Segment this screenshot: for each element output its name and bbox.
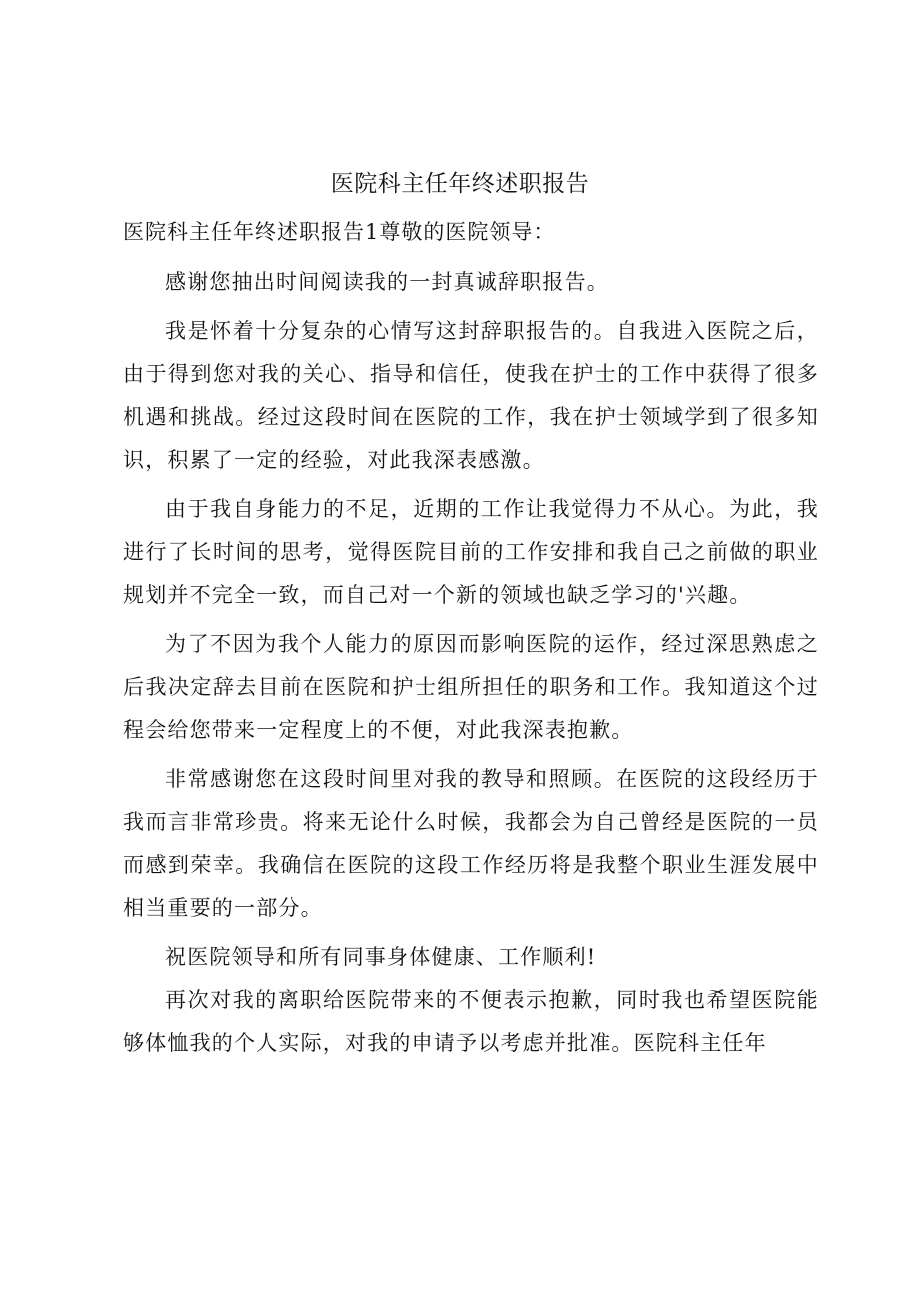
paragraph-wishes: 祝医院领导和所有同事身体健康、工作顺利! [165, 945, 597, 969]
paragraph-reasons: 由于我自身能力的不足，近期的工作让我觉得力不从心。为此，我进行了长时间的思考，觉得医院目前的工作安排和我自己之前做的职业规划并不完全一致，而自己对一个新的领域也缺乏学习的'兴趣。 [123, 497, 819, 607]
document-body [123, 215, 819, 1065]
paragraph-thanks: 感谢您抽出时间阅读我的一封真诚辞职报告。 [165, 270, 609, 294]
report-heading-line: 医院科主任年终述职报告1尊敬的医院领导： [123, 220, 556, 244]
document-title: 医院科主任年终述职报告 [330, 171, 590, 197]
paragraph-decision: 为了不因为我个人能力的原因而影响医院的运作，经过深思熟虑之后我决定辞去目前在医院和护士组所担任的职务和工作。我知道这个过程会给您带来一定程度上的不便，对此我深表抱歉。 [123, 632, 819, 742]
paragraph-apology: 再次对我的离职给医院带来的不便表示抱歉，同时我也希望医院能够体恤我的个人实际，对我的申请予以考虑并批准。医院科主任年 [123, 988, 819, 1055]
paragraph-appreciation: 非常感谢您在这段时间里对我的教导和照顾。在医院的这段经历于我而言非常珍贵。将来无论什么时候，我都会为自己曾经是医院的一员而感到荣幸。我确信在医院的这段工作经历将是我整个职业生涯发展中相当重要的一部分。 [123, 767, 819, 920]
paragraph-gratitude: 我是怀着十分复杂的心情写这封辞职报告的。自我进入医院之后，由于得到您对我的关心、指导和信任，使我在护士的工作中获得了很多机遇和挑战。经过这段时间在医院的工作，我在护士领域学到了很多知识，积累了一定的经验，对此我深表感激。 [123, 319, 819, 472]
